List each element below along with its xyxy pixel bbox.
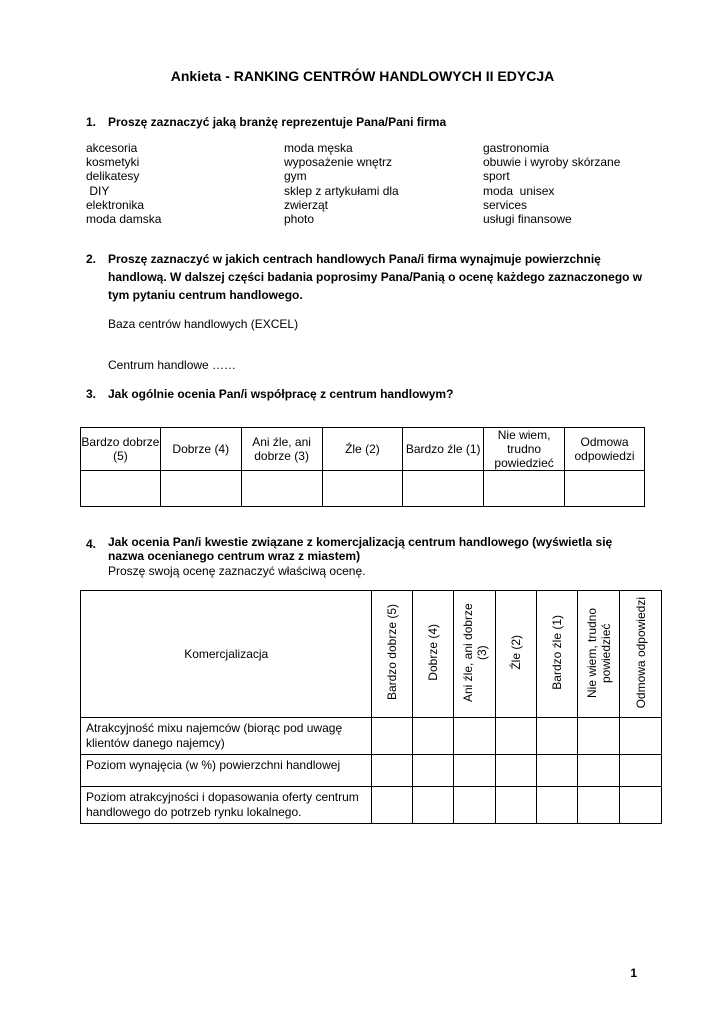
rating-header xyxy=(454,591,496,718)
rating-header xyxy=(496,591,537,718)
rating-cell[interactable] xyxy=(160,471,241,507)
rating-header-label: Bardzo dobrze (5) xyxy=(385,604,400,701)
rating-cell[interactable] xyxy=(620,787,662,824)
industry-option[interactable]: obuwie i wyroby skórzane xyxy=(483,155,621,170)
question-number: 4. xyxy=(86,537,97,551)
rating-header-label: Bardzo źle (1) xyxy=(550,615,565,690)
rating-cell[interactable] xyxy=(372,718,413,755)
rating-header xyxy=(413,591,454,718)
rating-cell[interactable] xyxy=(537,787,578,824)
industry-option[interactable]: gym xyxy=(284,169,307,184)
rating-cell[interactable] xyxy=(372,755,413,787)
industry-option[interactable]: wyposażenie wnętrz xyxy=(284,155,393,170)
question-text: Proszę zaznaczyć w jakich centrach handlowych Pana/i firma wynajmuje powierzchnię handlową. W dalszej części badania poprosimy Pana/Panią o ocenę każdego zaznaczonego w tym pytaniu centrum handlowego. xyxy=(108,252,643,302)
criterion-label: Poziom atrakcyjności i dopasowania oferty centrum handlowego do potrzeb rynku lokalnego. xyxy=(81,787,372,824)
industry-column-1 xyxy=(86,141,161,226)
industry-option[interactable]: usługi finansowe xyxy=(483,212,572,227)
criterion-label: Poziom wynajęcia (w %) powierzchni handlowej xyxy=(81,755,372,787)
commercialization-header: Komercjalizacja xyxy=(81,591,372,718)
criterion-label: Atrakcyjność mixu najemców (biorąc pod uwagę klientów danego najemcy) xyxy=(81,718,372,755)
rating-cell[interactable] xyxy=(322,471,403,507)
rating-cell[interactable] xyxy=(413,718,454,755)
industry-option[interactable]: sport xyxy=(483,169,510,184)
industry-option[interactable]: delikatesy xyxy=(86,169,140,184)
rating-header: Nie wiem, trudno powiedzieć xyxy=(484,428,565,471)
question-number: 2. xyxy=(86,252,97,266)
question-number: 3. xyxy=(86,387,97,401)
rating-cell[interactable] xyxy=(484,471,565,507)
rating-cell[interactable] xyxy=(241,471,322,507)
rating-cell[interactable] xyxy=(372,787,413,824)
rating-cell[interactable] xyxy=(578,755,620,787)
rating-header: Bardzo dobrze (5) xyxy=(81,428,161,471)
rating-cell[interactable] xyxy=(620,755,662,787)
rating-header xyxy=(578,591,620,718)
question-text: Jak ocenia Pan/i kwestie związane z komercjalizacją centrum handlowego (wyświetla się nazwa ocenianego centrum wraz z miastem) xyxy=(108,535,613,563)
rating-cell[interactable] xyxy=(81,471,161,507)
centers-database-link[interactable]: Baza centrów handlowych (EXCEL) xyxy=(108,317,299,331)
industry-option[interactable]: kosmetyki xyxy=(86,155,140,170)
industry-column-2 xyxy=(284,141,399,226)
rating-cell[interactable] xyxy=(565,471,645,507)
rating-cell[interactable] xyxy=(496,755,537,787)
rating-header: Ani źle, ani dobrze (3) xyxy=(241,428,322,471)
industry-option[interactable]: elektronika xyxy=(86,197,145,212)
rating-cell[interactable] xyxy=(454,718,496,755)
rating-cell[interactable] xyxy=(496,718,537,755)
question-text: Jak ogólnie ocenia Pan/i współpracę z centrum handlowym? xyxy=(108,387,454,401)
rating-header: Dobrze (4) xyxy=(160,428,241,471)
rating-header-label: Ani źle, ani dobrze (3) xyxy=(460,603,489,702)
industry-option[interactable]: moda damska xyxy=(86,212,162,227)
rating-header xyxy=(537,591,578,718)
industry-option[interactable]: services xyxy=(483,197,528,212)
question-instruction: Proszę swoją ocenę zaznaczyć właściwą ocenę. xyxy=(108,564,366,578)
question-text: Proszę zaznaczyć jaką branżę reprezentuje Pana/Pani firma xyxy=(108,115,447,129)
rating-header-label: Źle (2) xyxy=(509,635,524,670)
commercialization-table xyxy=(80,590,662,824)
industry-option[interactable]: zwierząt xyxy=(284,197,329,212)
industry-option[interactable]: moda męska xyxy=(284,141,353,155)
rating-header: Źle (2) xyxy=(322,428,403,471)
industry-option[interactable]: DIY xyxy=(86,183,110,198)
rating-cell[interactable] xyxy=(413,755,454,787)
industry-option[interactable]: sklep z artykułami dla xyxy=(284,183,399,198)
page-number: 1 xyxy=(630,966,637,980)
rating-header-label: Odmowa odpowiedzi xyxy=(633,596,648,709)
industry-option[interactable]: gastronomia xyxy=(483,141,550,155)
rating-cell[interactable] xyxy=(578,787,620,824)
rating-header-label: Dobrze (4) xyxy=(426,624,441,681)
rating-header: Odmowa odpowiedzi xyxy=(565,428,645,471)
rating-header-label: Nie wiem, trudno powiedzieć xyxy=(584,607,613,698)
rating-cell[interactable] xyxy=(537,755,578,787)
rating-cell[interactable] xyxy=(578,718,620,755)
rating-cell[interactable] xyxy=(620,718,662,755)
industry-option[interactable]: photo xyxy=(284,212,315,227)
rating-cell[interactable] xyxy=(403,471,484,507)
rating-cell[interactable] xyxy=(413,787,454,824)
rating-cell[interactable] xyxy=(454,755,496,787)
document-title: Ankieta - RANKING CENTRÓW HANDLOWYCH II EDYCJA xyxy=(170,68,555,84)
industry-column-3 xyxy=(483,141,620,226)
rating-header xyxy=(372,591,413,718)
overall-rating-table xyxy=(80,427,645,507)
rating-cell[interactable] xyxy=(537,718,578,755)
industry-option[interactable]: moda unisex xyxy=(483,183,555,198)
rating-header: Bardzo źle (1) xyxy=(403,428,484,471)
question-number: 1. xyxy=(86,115,97,129)
rating-header xyxy=(620,591,662,718)
industry-option[interactable]: akcesoria xyxy=(86,141,138,155)
shopping-center-field[interactable]: Centrum handlowe …… xyxy=(108,358,237,372)
rating-cell[interactable] xyxy=(496,787,537,824)
rating-cell[interactable] xyxy=(454,787,496,824)
